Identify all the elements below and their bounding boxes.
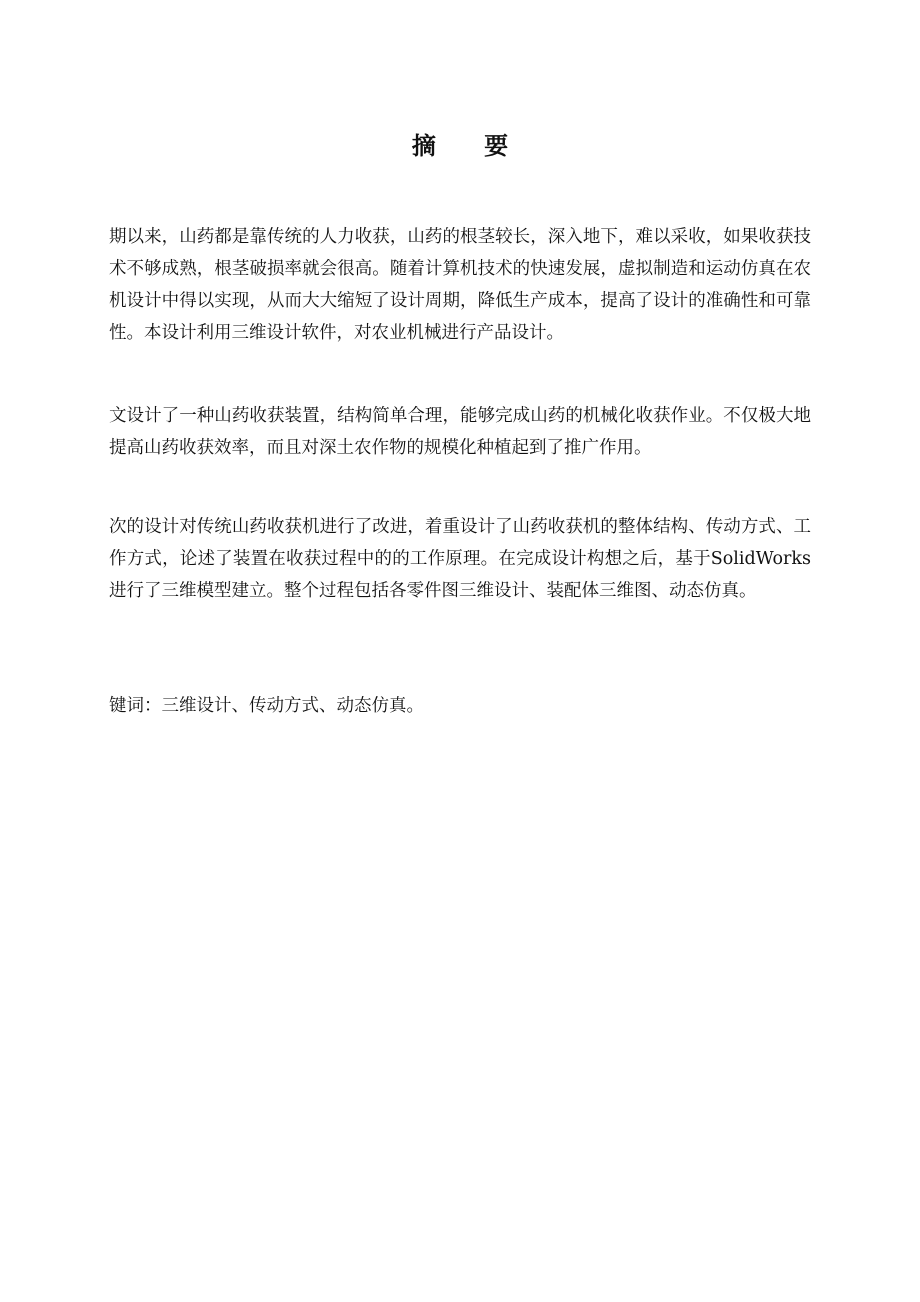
abstract-title: 摘 要: [411, 131, 529, 160]
abstract-paragraph-3: 次的设计对传统山药收获机进行了改进，着重设计了山药收获机的整体结构、传动方式、工作方式，论述了装置在收获过程中的的工作原理。在完成设计构想之后，基于SolidWorks 进行了三维模型建立。整个过程包括各零件图三维设计、装配体三维图、动态仿真。: [109, 517, 811, 601]
abstract-paragraph-2: 文设计了一种山药收获装置，结构简单合理，能够完成山药的机械化收获作业。不仅极大地提高山药收获效率，而且对深土农作物的规模化种植起到了推广作用。: [109, 406, 811, 458]
keywords-line: 键词：三维设计、传动方式、动态仿真。: [109, 696, 424, 716]
abstract-paragraph-1: 期以来，山药都是靠传统的人力收获，山药的根茎较长，深入地下，难以采收，如果收获技术不够成熟，根茎破损率就会很高。随着计算机技术的快速发展，虚拟制造和运动仿真在农机设计中得以实现，从而大大缩短了设计周期，降低生产成本，提高了设计的准确性和可靠性。本设计利用三维设计软件，对农业机械进行产品设计。: [109, 227, 811, 343]
